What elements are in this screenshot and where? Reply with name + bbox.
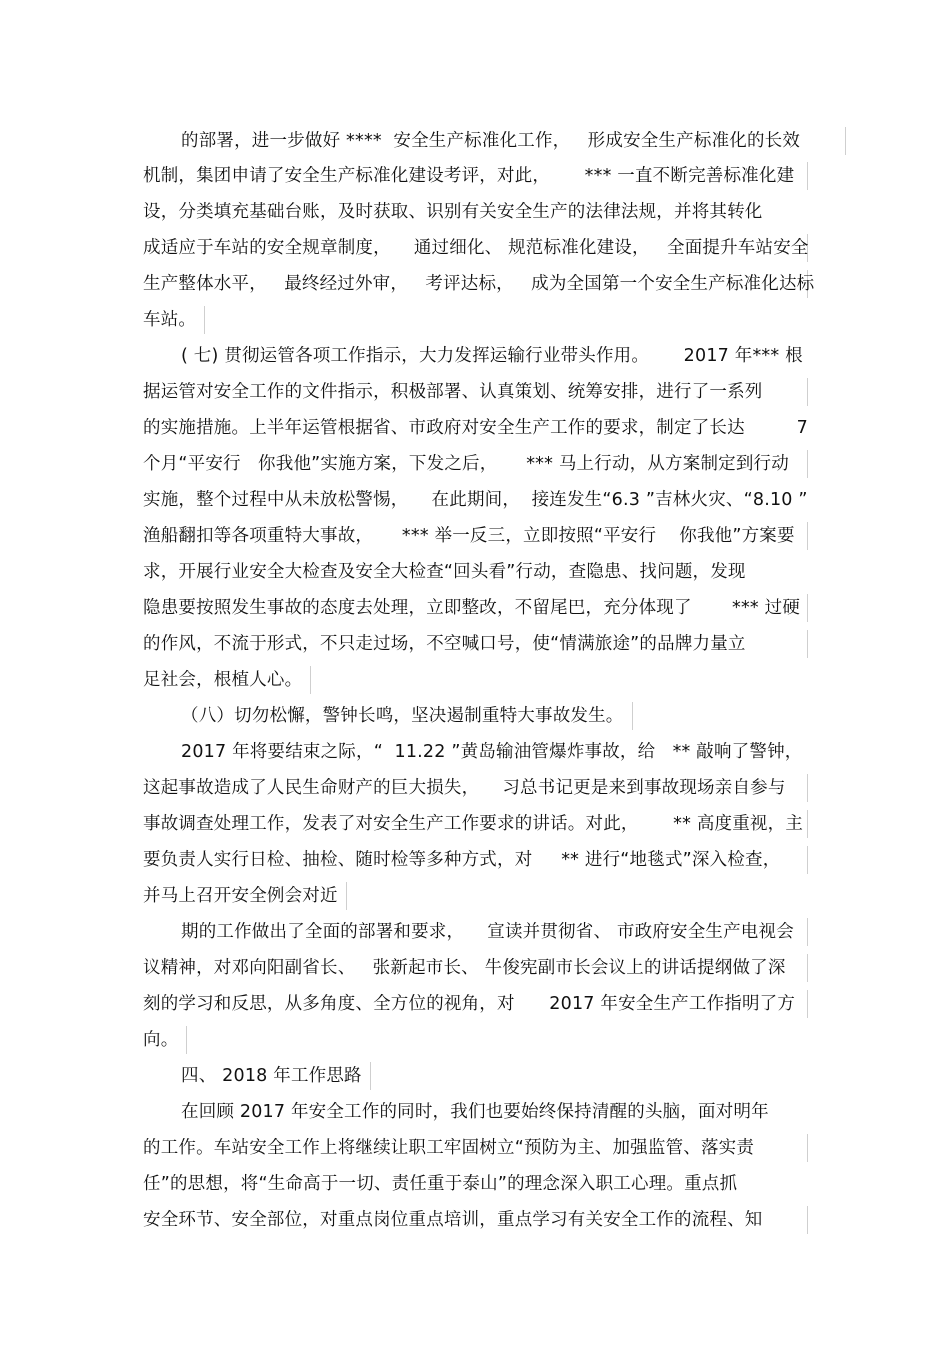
text-line <box>143 486 808 514</box>
line-text: ( 七) 贯彻运管各项工作指示，大力发挥运输行业带头作用。 2017 年*** 根 <box>181 346 803 366</box>
text-line <box>143 990 808 1018</box>
line-text: 生产整体水平， 最终经过外审， 考评达标， 成为全国第一个安全生产标准化达标 <box>143 274 815 294</box>
line-text: （八）切勿松懈，警钟长鸣，坚决遏制重特大事故发生。 <box>181 706 624 726</box>
line-text: 机制，集团申请了安全生产标准化建设考评，对此， *** 一直不断完善标准化建 <box>143 166 795 186</box>
line-text: 求，开展行业安全大检查及安全大检查“回头看”行动，查隐患、找问题，发现 <box>143 562 746 582</box>
text-line <box>181 738 802 766</box>
text-line <box>143 306 205 334</box>
text-line <box>143 198 763 226</box>
line-text: 在回顾 2017 年安全工作的同时，我们也要始终保持清醒的头脑，面对明年 <box>181 1102 769 1122</box>
line-text: 的实施措施。上半年运管根据省、市政府对安全生产工作的要求，制定了长达 7 <box>143 418 808 438</box>
text-line <box>143 522 808 550</box>
line-text: 2017 年将要结束之际，“ 11.22 ”黄岛输油管爆炸事故，给 ** 敲响了警钟， <box>181 742 803 762</box>
line-text: 这起事故造成了人民生命财产的巨大损失， 习总书记更是来到事故现场亲自参与 <box>143 778 786 798</box>
line-text: 刻的学习和反思，从多角度、全方位的视角，对 2017 年安全生产工作指明了方 <box>143 994 796 1014</box>
line-text: 的作风，不流于形式，不只走过场，不空喊口号，使“情满旅途”的品牌力量立 <box>143 634 746 654</box>
section-heading <box>181 702 633 730</box>
line-text: 向。 <box>143 1030 179 1050</box>
line-text: 据运管对安全工作的文件指示，积极部署、认真策划、统筹安排，进行了一系列 <box>143 382 763 402</box>
text-line <box>181 127 846 155</box>
line-text: 安全环节、安全部位，对重点岗位重点培训，重点学习有关安全工作的流程、知 <box>143 1210 763 1230</box>
line-text: 成适应于车站的安全规章制度， 通过细化、 规范标准化建设， 全面提升车站安全 <box>143 238 809 258</box>
text-line <box>143 1134 808 1162</box>
line-text: 实施，整个过程中从未放松警惕， 在此期间， 接连发生“6.3 ”吉林火灾、“8.10 ” <box>143 490 808 510</box>
text-line <box>181 1098 769 1126</box>
text-line <box>143 1026 187 1054</box>
line-text: 的工作。车站安全工作上将继续让职工牢固树立“预防为主、加强监管、落实责 <box>143 1138 755 1158</box>
text-line <box>143 882 347 910</box>
text-line <box>143 774 808 802</box>
text-line <box>143 846 808 874</box>
text-line <box>143 630 808 658</box>
text-line <box>143 234 808 262</box>
text-line <box>143 414 808 442</box>
text-line <box>143 270 815 298</box>
line-text: 要负责人实行日检、抽检、随时检等多种方式，对 ** 进行“地毯式”深入检查， <box>143 850 781 870</box>
text-line <box>143 378 808 406</box>
line-text: 足社会，根植人心。 <box>143 670 303 690</box>
text-line <box>181 342 803 370</box>
text-line <box>143 666 311 694</box>
section-heading <box>181 1062 371 1090</box>
line-text: 个月“平安行 你我他”实施方案，下发之后， *** 马上行动，从方案制定到行动 <box>143 454 789 474</box>
text-line <box>143 918 808 946</box>
line-text: 并马上召开安全例会对近 <box>143 886 338 906</box>
text-line <box>143 162 808 190</box>
line-text: 议精神，对邓向阳副省长、 张新起市长、 牛俊宪副市长会议上的讲话提纲做了深 <box>143 958 786 978</box>
line-text: 隐患要按照发生事故的态度去处理，立即整改，不留尾巴，充分体现了 *** 过硬 <box>143 598 801 618</box>
line-text: 事故调查处理工作，发表了对安全生产工作要求的讲话。对此， ** 高度重视，主 <box>143 814 804 834</box>
text-line <box>143 810 808 838</box>
text-line <box>143 1170 737 1198</box>
line-text: 渔船翻扣等各项重特大事故， *** 举一反三，立即按照“平安行 你我他”方案要 <box>143 526 795 546</box>
text-line <box>143 594 808 622</box>
text-line <box>143 1206 808 1234</box>
text-line <box>143 558 746 586</box>
text-line <box>143 450 808 478</box>
text-line <box>143 954 808 982</box>
line-text: 任”的思想，将“生命高于一切、责任重于泰山”的理念深入职工心理。重点抓 <box>143 1174 738 1194</box>
line-text: 的部署，进一步做好 **** 安全生产标准化工作， 形成安全生产标准化的长效 <box>181 131 801 151</box>
line-text: 设，分类填充基础台账，及时获取、识别有关安全生产的法律法规，并将其转化 <box>143 202 763 222</box>
line-text: 期的工作做出了全面的部署和要求， 宣读并贯彻省、 市政府安全生产电视会 <box>181 922 794 942</box>
line-text: 车站。 <box>143 310 197 330</box>
line-text: 四、 2018 年工作思路 <box>181 1066 362 1086</box>
